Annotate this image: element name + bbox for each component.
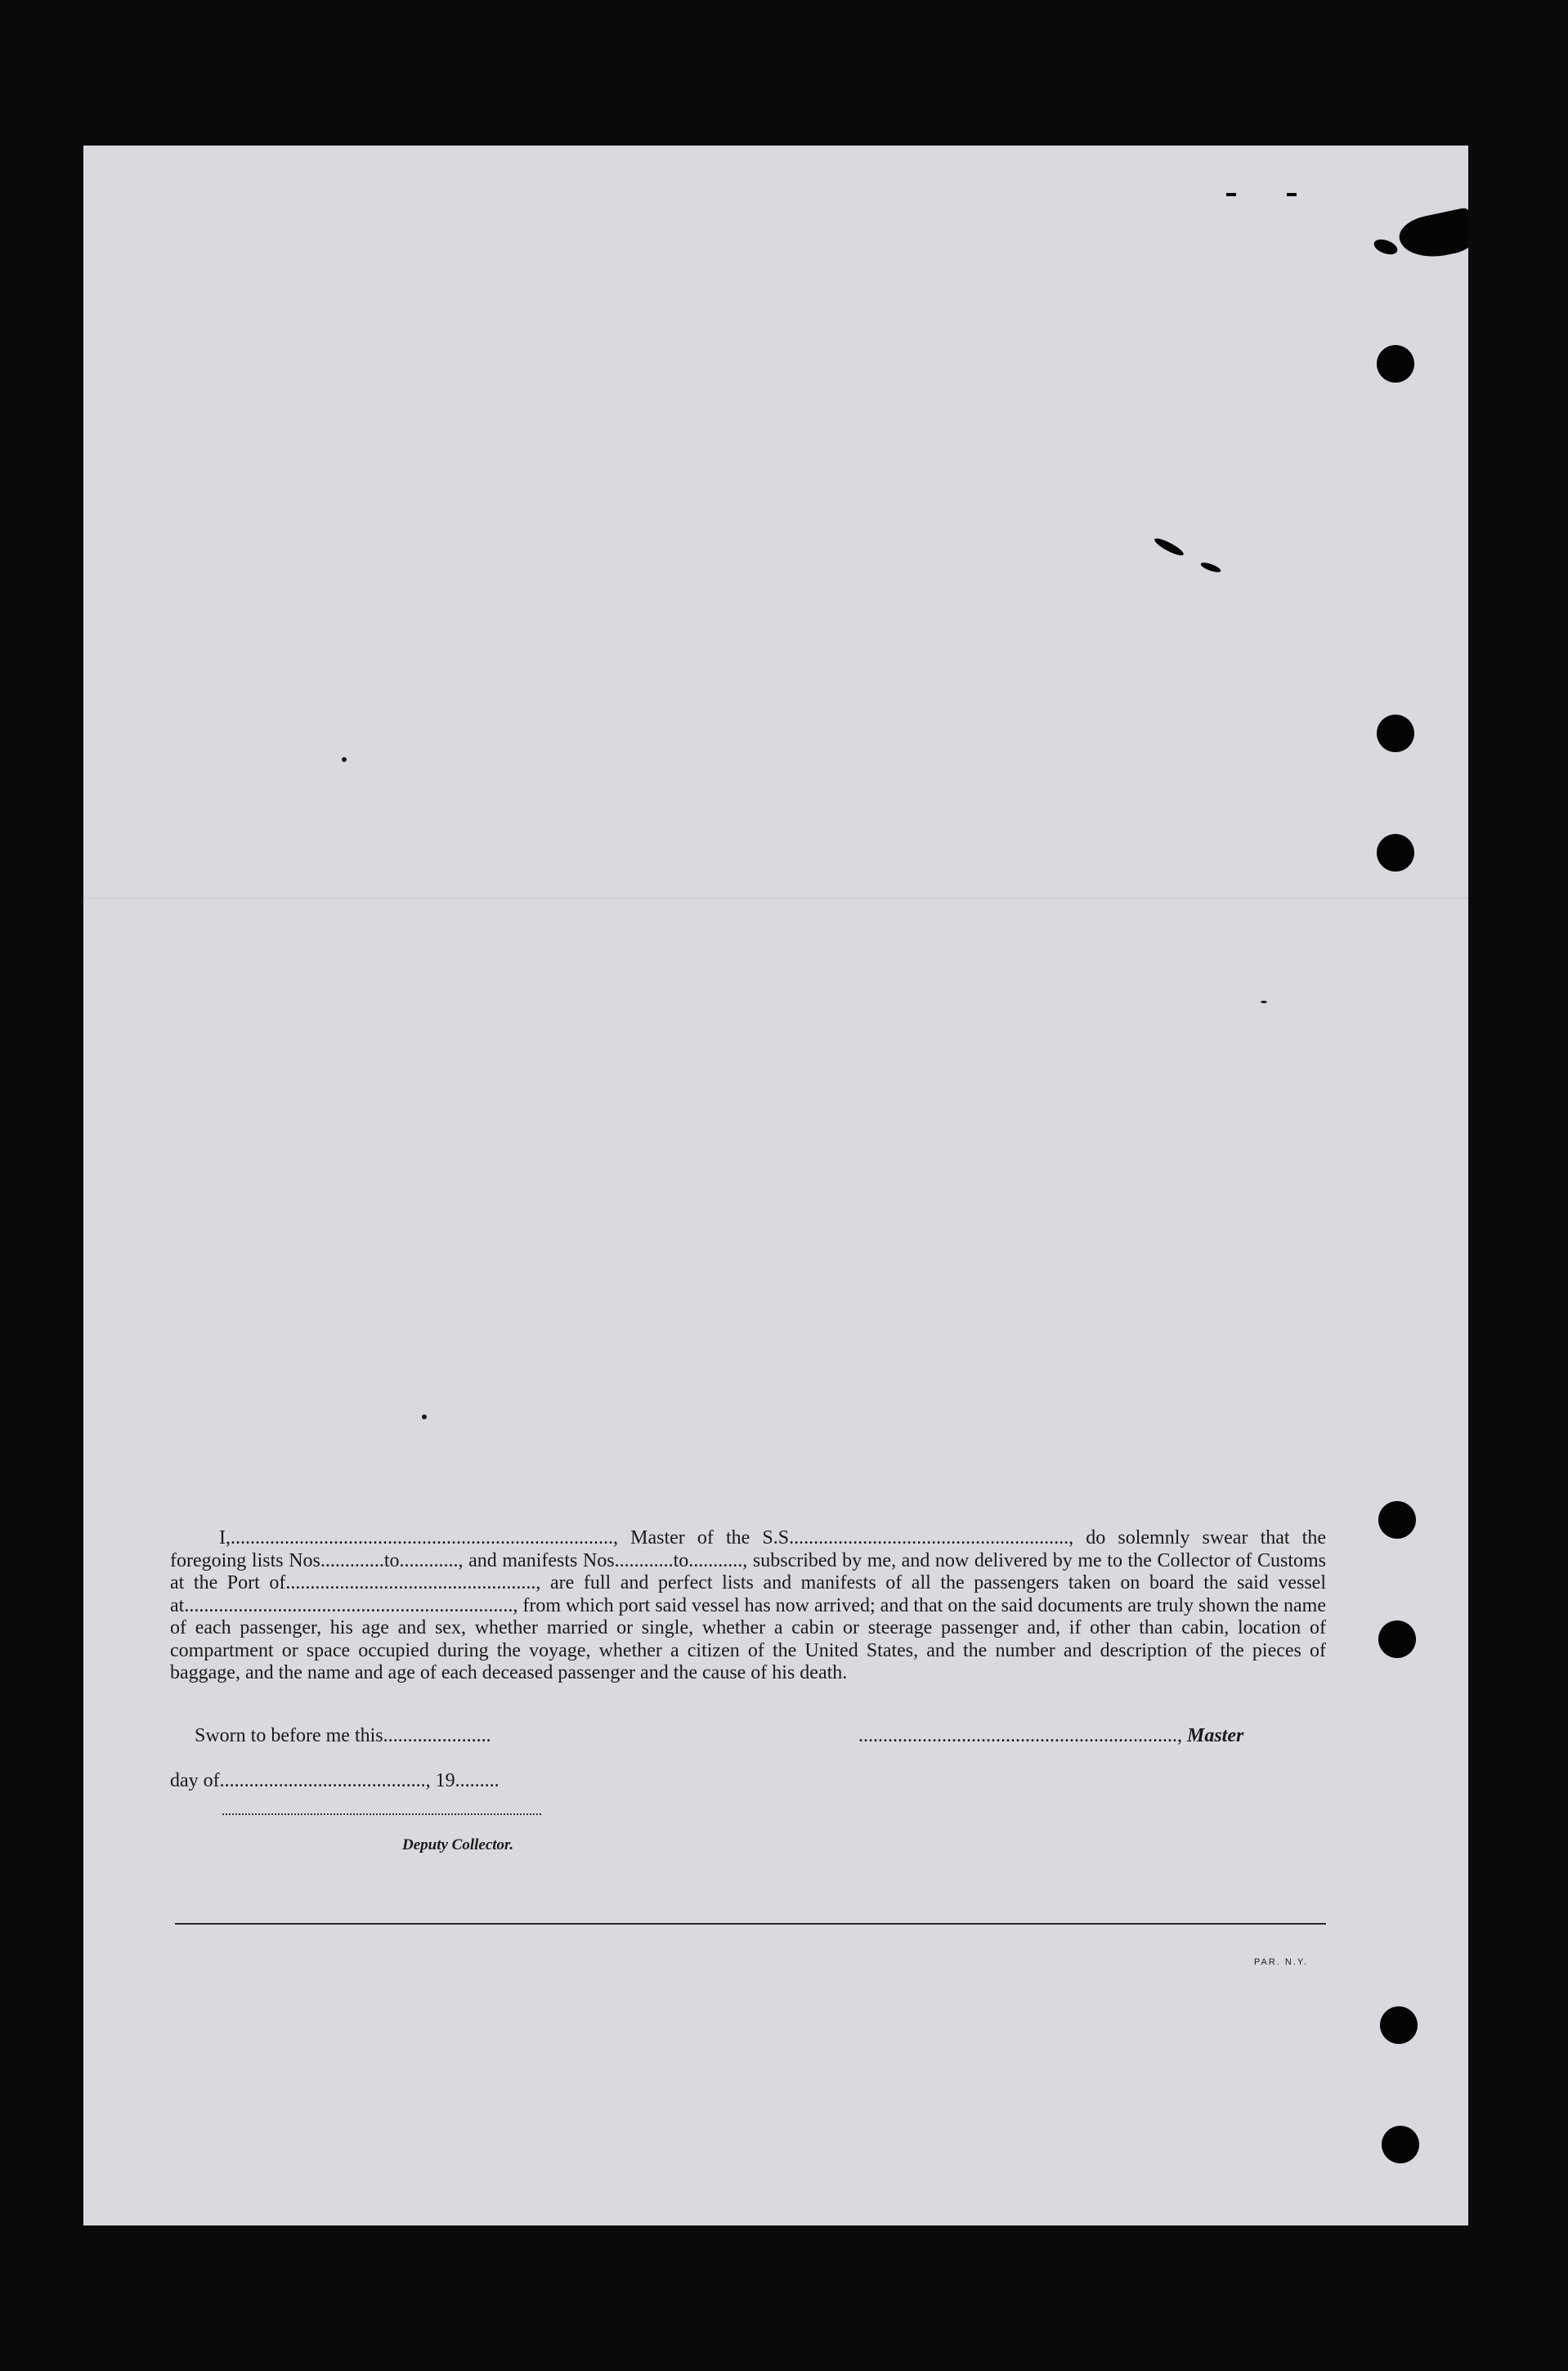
- day-of-line: day of.........................................., 19.........: [170, 1770, 500, 1791]
- fold-crease: [83, 898, 1468, 899]
- deputy-collector-label: Deputy Collector.: [402, 1836, 514, 1853]
- speck: [1261, 1001, 1267, 1003]
- master-oath-text: I,.............................................................................., Master of the S.S........................................................., do solemnly swear that the foregoing lists Nos.............to............, and manifests Nos............to..........., subscribed by me, and now delivered by me to the Collector of Customs at the Port of..................................................., are full and perfect lists and manifests of all the passengers taken on board the said vessel at..................................................................., from which port said vessel has now arrived; and that on the said documents are truly shown the name of each passenger, his age and sex, whether married or single, whether a cabin or steerage passenger and, if other than cabin, location of compartment or space occupied during the voyage, whether a citizen of the United States, and the number and description of the pieces of baggage, and the name and age of each deceased passenger and the cause of his death.: [170, 1527, 1326, 1683]
- speck: [422, 1414, 427, 1419]
- bottom-rule: [175, 1923, 1326, 1925]
- deputy-signature-line: [222, 1813, 541, 1815]
- ink-mark: [1226, 193, 1236, 196]
- speck: [342, 757, 347, 762]
- ink-mark: [1287, 193, 1297, 196]
- sworn-line: Sworn to before me this......................: [195, 1725, 491, 1746]
- punch-hole: [1378, 1620, 1416, 1658]
- master-signature-line: [858, 1725, 1243, 1747]
- corner-tear: [1396, 207, 1468, 264]
- punch-hole: [1380, 2006, 1418, 2044]
- punch-hole: [1382, 2126, 1419, 2163]
- punch-hole: [1377, 345, 1414, 383]
- manifest-page-back: [83, 146, 1468, 2225]
- ink-mark: [1199, 561, 1221, 574]
- punch-hole: [1378, 1501, 1416, 1539]
- master-signature-dots: .................................................................,: [858, 1725, 1182, 1746]
- punch-hole: [1377, 715, 1414, 752]
- punch-hole: [1377, 834, 1414, 872]
- master-oath-block: [170, 1527, 1326, 1685]
- printer-mark: PAR. N.Y.: [1254, 1957, 1308, 1967]
- ink-mark: [1153, 536, 1185, 558]
- master-label: Master: [1187, 1725, 1244, 1746]
- corner-tear-fragment: [1372, 236, 1400, 257]
